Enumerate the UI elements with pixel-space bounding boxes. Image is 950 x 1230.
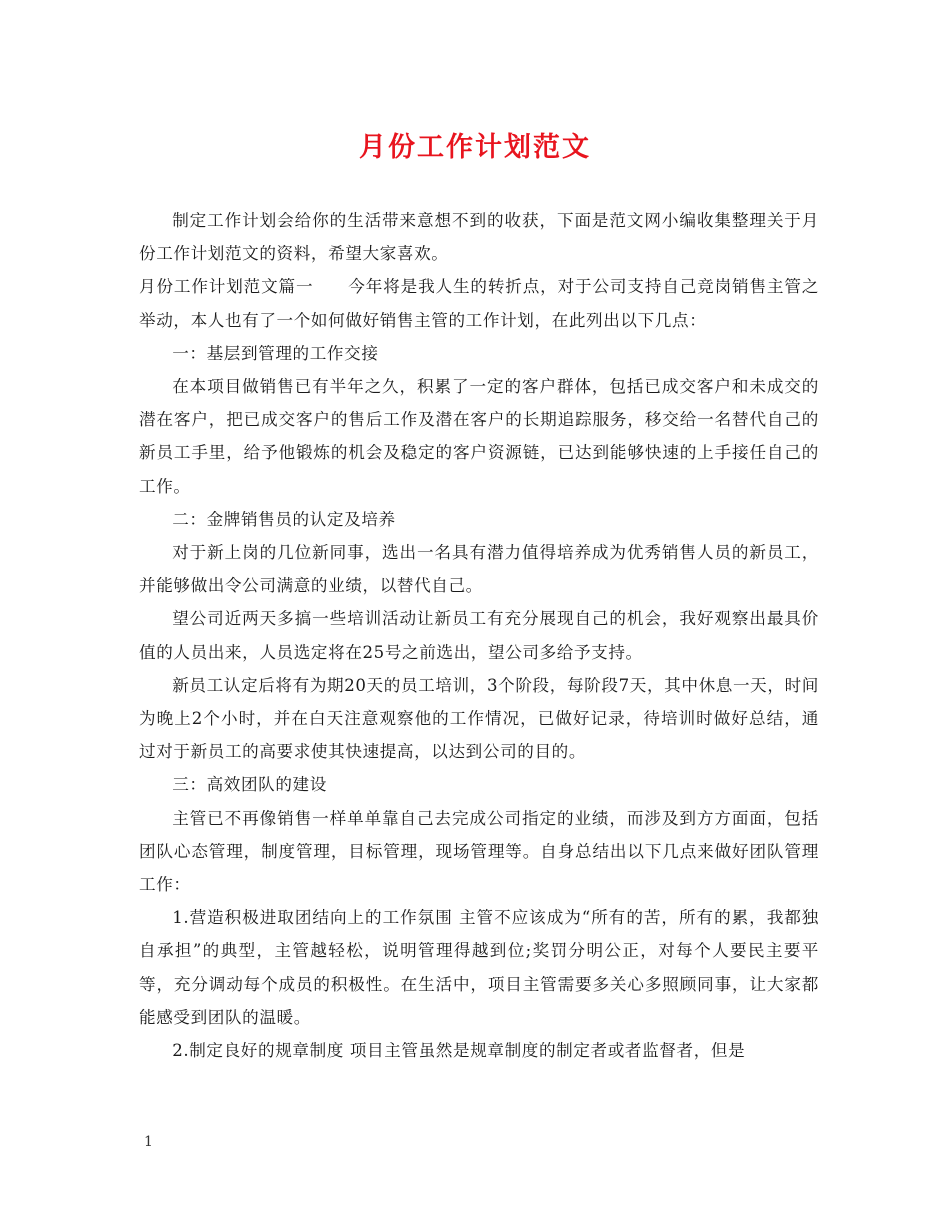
paragraph: 主管已不再像销售一样单单靠自己去完成公司指定的业绩，而涉及到方方面面，包括团队心态管理，制度管理，目标管理，现场管理等。自身总结出以下几点来做好团队管理工作：	[139, 808, 819, 895]
paragraph: 三：高效团队的建设	[172, 775, 327, 795]
paragraph: 在本项目做销售已有半年之久，积累了一定的客户群体，包括已成交客户和未成交的潜在客户，把已成交客户的售后工作及潜在客户的长期追踪服务，移交给一名替代自己的新员工手里，给予他锻炼的机会及稳定的客户资源链，已达到能够快速的上手接任自己的工作。	[139, 377, 819, 496]
paragraph: 望公司近两天多搞一些培训活动让新员工有充分展现自己的机会，我好观察出最具价值的人员出来，人员选定将在25号之前选出，望公司多给予支持。	[139, 609, 819, 662]
paragraph: 制定工作计划会给你的生活带来意想不到的收获，下面是范文网小编收集整理关于月份工作计划范文的资料，希望大家喜欢。	[139, 211, 819, 264]
paragraph: 1.营造积极进取团结向上的工作氛围 主管不应该成为“所有的苦，所有的累，我都独自承担”的典型，主管越轻松，说明管理得越到位;奖罚分明公正，对每个人要民主要平等，充分调动每个成员的积极性。在生活中，项目主管需要多关心多照顾同事，让大家都能感受到团队的温暖。	[139, 908, 819, 1027]
paragraph: 对于新上岗的几位新同事，选出一名具有潜力值得培养成为优秀销售人员的新员工，并能够做出令公司满意的业绩，以替代自己。	[139, 543, 819, 596]
page-number: 1	[144, 1134, 153, 1150]
paragraph: 新员工认定后将有为期20天的员工培训，3个阶段，每阶段7天，其中休息一天，时间为晚上2个小时，并在白天注意观察他的工作情况，已做好记录，待培训时做好总结，通过对于新员工的高要求使其快速提高，以达到公司的目的。	[139, 675, 819, 762]
document-title: 月份工作计划范文	[359, 132, 591, 163]
document-body	[139, 204, 819, 1067]
paragraph: 二：金牌销售员的认定及培养	[172, 509, 396, 529]
paragraph: 2.制定良好的规章制度 项目主管虽然是规章制度的制定者或者监督者，但是	[172, 1041, 746, 1061]
paragraph: 一：基层到管理的工作交接	[172, 343, 379, 363]
paragraph: 月份工作计划范文篇一 今年将是我人生的转折点，对于公司支持自己竞岗销售主管之举动，本人也有了一个如何做好销售主管的工作计划，在此列出以下几点：	[139, 277, 819, 330]
